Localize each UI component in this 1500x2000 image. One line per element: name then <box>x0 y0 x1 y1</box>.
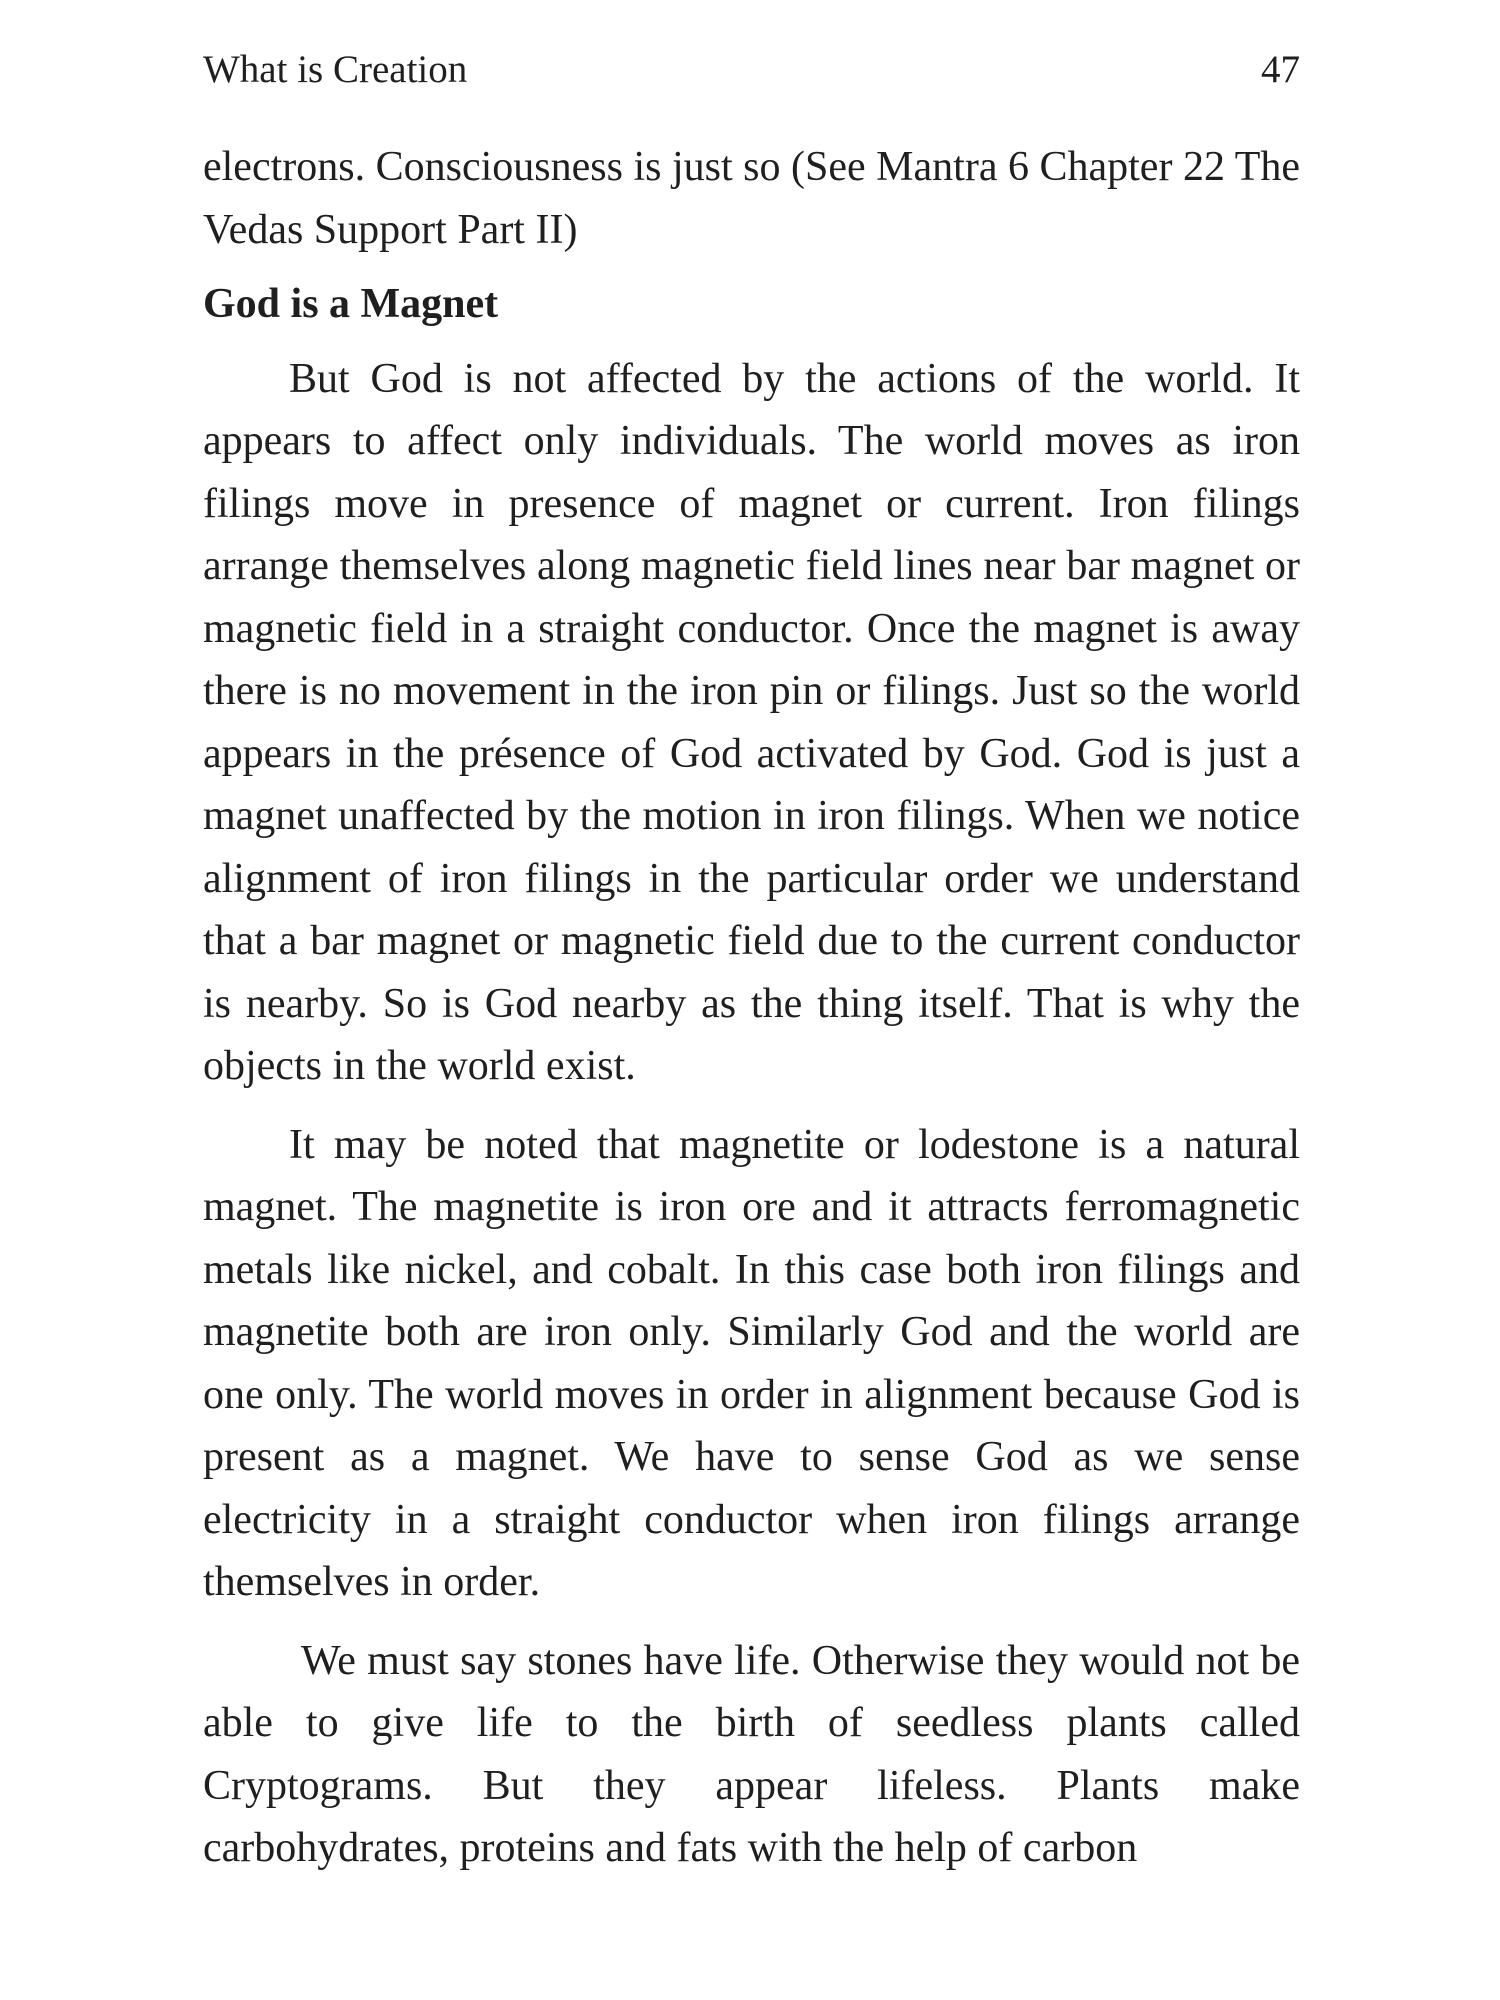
running-title: What is Creation <box>203 48 468 91</box>
paragraph-stones-life: We must say stones have life. Otherwise they would not be able to give life to the birth of seedless plants called Cryptograms. But they appear lifeless. Plants make carbohydrates, proteins and fats with the help of carbon <box>203 1637 1300 1871</box>
page-number: 47 <box>1261 48 1300 91</box>
running-header <box>203 40 1300 100</box>
paragraph-magnetite: It may be noted that magnetite or lodestone is a natural magnet. The magnetite is iron ore and it attracts ferromagnetic metals like nickel, and cobalt. In this case both iron filings and magnetite both are iron only. Similarly God and the world are one only. The world moves in order in alignment because God is present as a magnet. We have to sense God as we sense electricity in a straight conductor when iron filings arrange themselves in order. <box>203 1121 1300 1605</box>
paragraph-god-magnet: But God is not affected by the actions of the world. It appears to affect only individuals. The world moves as iron filings move in presence of magnet or current. Iron filings arrange themselves along magnetic field lines near bar magnet or magnetic field in a straight conductor. Once the magnet is away there is no movement in the iron pin or filings. Just so the world appears in the présence of God activated by God. God is just a magnet unaffected by the motion in iron filings. When we notice alignment of iron filings in the particular order we understand that a bar magnet or magnetic field due to the current conductor is nearby. So is God nearby as the thing itself. That is why the objects in the world exist. <box>203 355 1300 1089</box>
section-heading: God is a Magnet <box>203 281 499 327</box>
body-text <box>203 136 1300 1880</box>
continued-paragraph: electrons. Consciousness is just so (See Mantra 6 Chapter 22 The Vedas Support Part II) <box>203 144 1300 253</box>
